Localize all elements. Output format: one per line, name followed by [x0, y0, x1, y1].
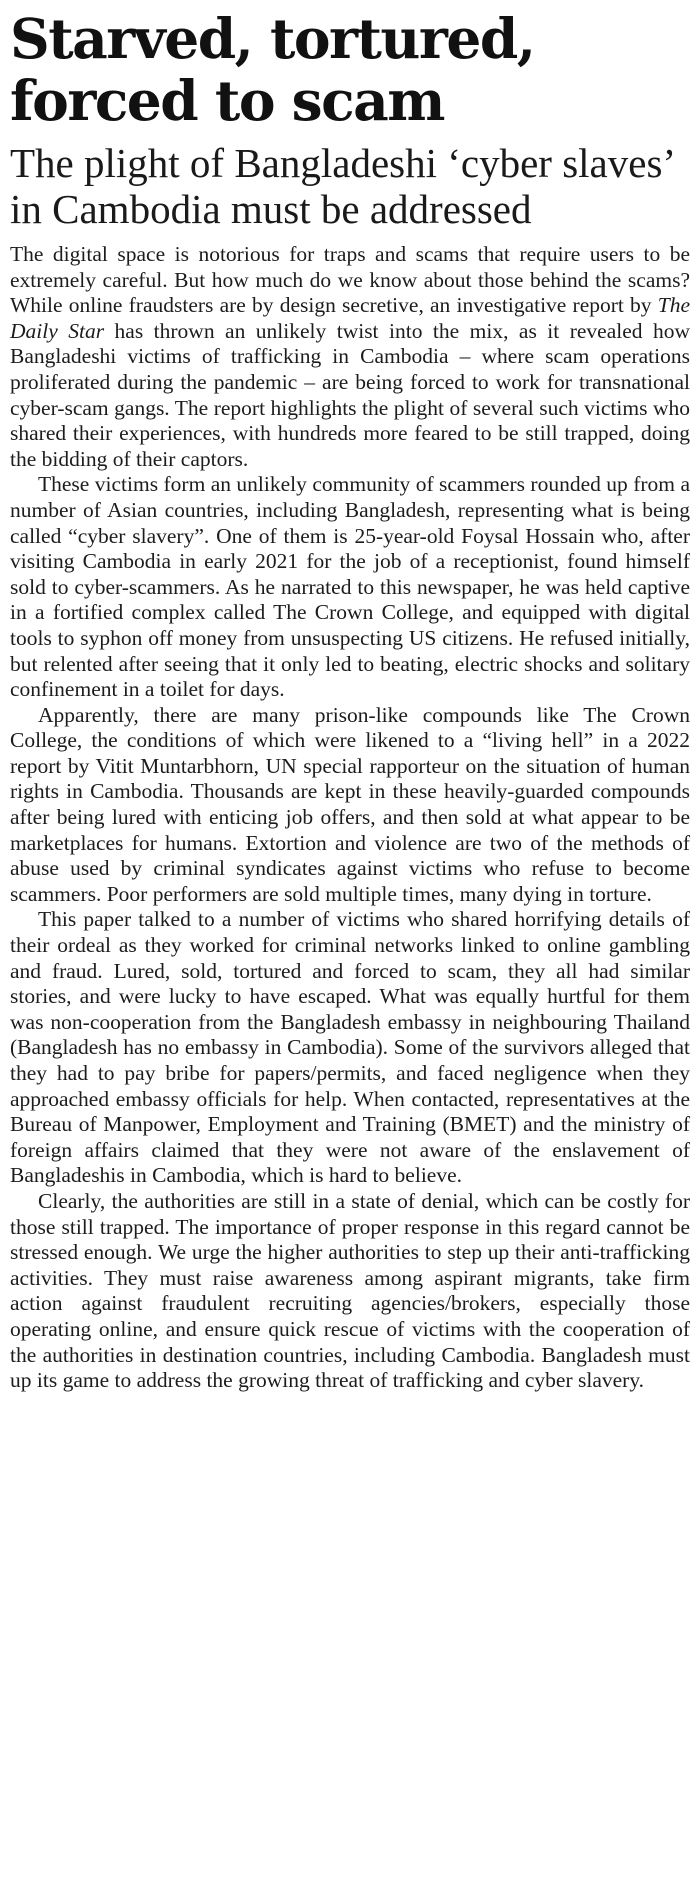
paragraph-4: This paper talked to a number of victims who shared horrifying details of their ordeal as they worked for criminal networks linked to online gambling and fraud. Lured, sold, tortured and forced to scam, they all had similar stories, and were lucky to have escaped. What was equally hurtful for them was non-cooperation from the Bangladesh embassy in neighbouring Thailand (Bangladesh has no embassy in Cambodia). Some of the survivors alleged that they had to pay bribe for papers/permits, and faced negligence when they approached embassy officials for help. When contacted, representatives at the Bureau of Manpower, Employment and Training (BMET) and the ministry of foreign affairs claimed that they were not aware of the enslavement of Bangladeshis in Cambodia, which is hard to believe. [10, 907, 690, 1188]
paragraph-1 [10, 242, 690, 472]
subheadline: The plight of Bangladeshi ‘cyber slaves’ in Cambodia must be addressed [10, 140, 674, 232]
article-body [10, 242, 690, 1394]
paragraph-3: Apparently, there are many prison-like compounds like The Crown College, the conditions of which were likened to a “living hell” in a 2022 report by Vitit Muntarbhorn, UN special rapporteur on the situation of human rights in Cambodia. Thousands are kept in these heavily-guarded compounds after being lured with enticing job offers, and then sold at what appear to be marketplaces for humans. Extortion and violence are two of the methods of abuse used by criminal syndicates against victims who refuse to become scammers. Poor performers are sold multiple times, many dying in torture. [10, 702, 690, 906]
paragraph-5: Clearly, the authorities are still in a state of denial, which can be costly for those still trapped. The importance of proper response in this regard cannot be stressed enough. We urge the higher authorities to step up their anti-trafficking activities. They must raise awareness among aspirant migrants, take firm action against fraudulent recruiting agencies/brokers, especially those operating online, and ensure quick rescue of victims with the cooperation of the authorities in destination countries, including Cambodia. Bangladesh must up its game to address the growing threat of trafficking and cyber slavery. [10, 1188, 690, 1393]
paragraph-1-start: The digital space is notorious for traps and scams that require users to be extremely careful. But how much do we know about those behind the scams? While online fraudsters are by design secretive, an investigative report by [10, 242, 690, 318]
paragraph-2: These victims form an unlikely community of scammers rounded up from a number of Asian countries, including Bangladesh, representing what is being called “cyber slavery”. One of them is 25-year-old Foysal Hossain who, after visiting Cambodia in early 2021 for the job of a receptionist, found himself sold to cyber-scammers. As he narrated to this newspaper, he was held captive in a fortified complex called The Crown College, and equipped with digital tools to syphon off money from unsuspecting US citizens. He refused initially, but relented after seeing that it only led to beating, electric shocks and solitary confinement in a toilet for days. [10, 472, 690, 702]
paragraph-1-end: has thrown an unlikely twist into the mix, as it revealed how Bangladeshi victims of trafficking in Cambodia – where scam operations proliferated during the pandemic – are being forced to work for transnational cyber-scam gangs. The report highlights the plight of several such victims who shared their experiences, with hundreds more feared to be still trapped, doing the bidding of their captors. [10, 318, 690, 471]
publication-name: The Daily Star [10, 293, 690, 343]
headline: Starved, tortured, forced to scam [10, 6, 535, 133]
